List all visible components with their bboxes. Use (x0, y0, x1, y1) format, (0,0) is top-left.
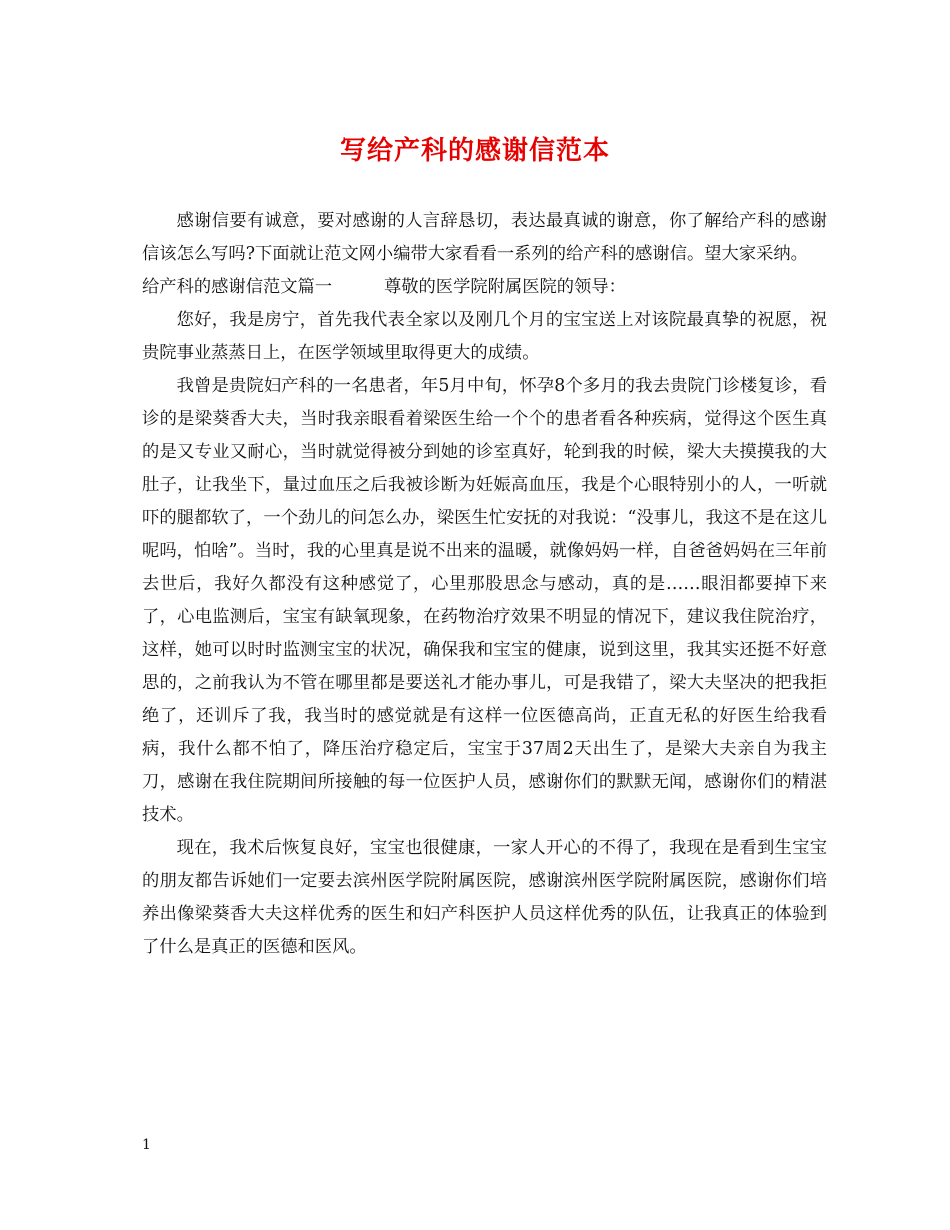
document-title: 写给产科的感谢信范本 (339, 136, 610, 166)
body-paragraph: 现在，我术后恢复良好，宝宝也很健康，一家人开心的不得了，我现在是看到生宝宝的朋友都告诉她们一定要去滨州医学院附属医院，感谢滨州医学院附属医院，感谢你们培养出像梁葵香大夫这样优秀的医生和妇产科医护人员这样优秀的队伍，让我真正的体验到了什么是真正的医德和医风。 (142, 838, 827, 957)
body-paragraph: 您好，我是房宁，首先我代表全家以及刚几个月的宝宝送上对该院最真挚的祝愿，祝贵院事业蒸蒸日上，在医学领域里取得更大的成绩。 (142, 310, 827, 363)
section-heading-line: 给产科的感谢信范文篇一 尊敬的医学院附属医院的领导： (142, 277, 626, 297)
intro-paragraph: 感谢信要有诚意，要对感谢的人言辞恳切，表达最真诚的谢意，你了解给产科的感谢信该怎么写吗?下面就让范文网小编带大家看看一系列的给产科的感谢信。望大家采纳。 (142, 211, 827, 264)
page-number: 1 (142, 1137, 151, 1153)
body-paragraph: 我曾是贵院妇产科的一名患者，年5月中旬，怀孕8个多月的我去贵院门诊楼复诊，看诊的是梁葵香大夫，当时我亲眼看着梁医生给一个个的患者看各种疾病，觉得这个医生真的是又专业又耐心，当时就觉得被分到她的诊室真好，轮到我的时候，梁大夫摸摸我的大肚子，让我坐下，量过血压之后我被诊断为妊娠高血压，我是个心眼特别小的人，一听就吓的腿都软了，一个劲儿的问怎么办，梁医生忙安抚的对我说：“没事儿，我这不是在这儿呢吗，怕啥”。当时，我的心里真是说不出来的温暖，就像妈妈一样，自爸爸妈妈在三年前去世后，我好久都没有这种感觉了，心里那股思念与感动，真的是……眼泪都要掉下来了，心电监测后，宝宝有缺氧现象，在药物治疗效果不明显的情况下，建议我住院治疗，这样，她可以时时监测宝宝的状况，确保我和宝宝的健康，说到这里，我其实还挺不好意思的，之前我认为不管在哪里都是要送礼才能办事儿，可是我错了，梁大夫坚决的把我拒绝了，还训斥了我，我当时的感觉就是有这样一位医德高尚，正直无私的好医生给我看病，我什么都不怕了，降压治疗稳定后，宝宝于37周2天出生了，是梁大夫亲自为我主刀，感谢在我住院期间所接触的每一位医护人员，感谢你们的默默无闻，感谢你们的精湛技术。 (142, 376, 827, 825)
document-body (142, 205, 827, 964)
